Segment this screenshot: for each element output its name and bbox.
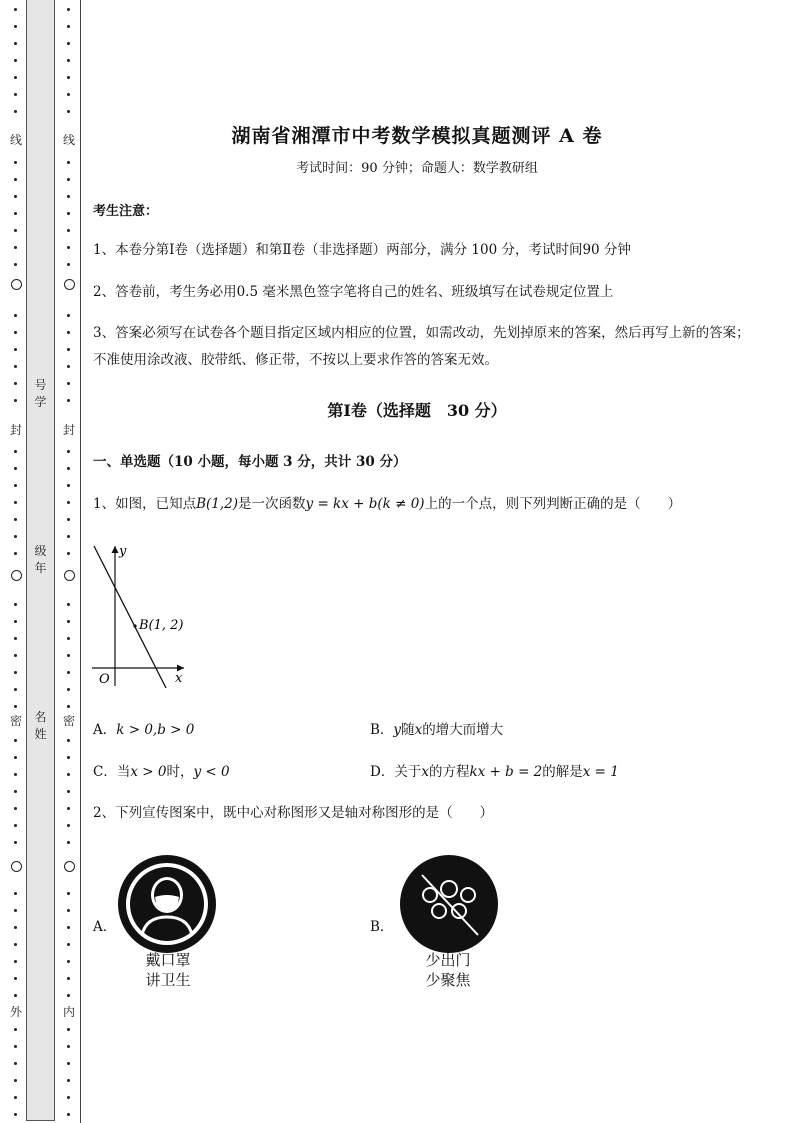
- binding-dot: [14, 756, 17, 759]
- q2-option-b-letter[interactable]: B．: [370, 919, 394, 935]
- binding-dot: [14, 654, 17, 657]
- binding-dot: [14, 552, 17, 555]
- binding-dot: [14, 25, 17, 28]
- inner-bind-char-feng: 封: [62, 423, 75, 437]
- outer-bind-char-wai: 外: [9, 1005, 22, 1019]
- binding-dot: [14, 518, 17, 521]
- binding-dot: [67, 161, 70, 164]
- binding-dot: [67, 1079, 70, 1082]
- band-label-grade-text: 级 年: [34, 544, 47, 575]
- binding-dot: [67, 671, 70, 674]
- binding-dot: [14, 535, 17, 538]
- outer-ring-3: [11, 861, 22, 872]
- binding-dot: [14, 841, 17, 844]
- binding-dot: [67, 1096, 70, 1099]
- inner-dot-column: [63, 0, 75, 1123]
- binding-dot: [67, 59, 70, 62]
- binding-dot: [67, 1045, 70, 1048]
- binding-dot: [67, 195, 70, 198]
- binding-dot: [67, 892, 70, 895]
- outer-bind-char-xian: 线: [9, 133, 22, 147]
- q1-option-b-letter: B．: [370, 722, 394, 738]
- binding-dot: [67, 790, 70, 793]
- binding-dot: [14, 977, 17, 980]
- outer-bind-char-feng: 封: [9, 423, 22, 437]
- q1-option-d-var: x: [421, 764, 429, 780]
- binding-dot: [14, 76, 17, 79]
- q1-option-d-mid: 的方程: [428, 764, 470, 780]
- binding-dot: [67, 688, 70, 691]
- note-item-3: 3、答案必须写在试卷各个题目指定区域内相应的位置，如需改动，先划掉原来的答案，然后再写上新的答案；不准使用涂改液、胶带纸、修正带，不按以上要求作答的答案无效。: [93, 325, 750, 368]
- binding-dot: [14, 314, 17, 317]
- q1-point: B(1,2): [196, 496, 239, 512]
- binding-dot: [14, 620, 17, 623]
- q1-option-a-text: k > 0,b > 0: [116, 722, 195, 738]
- note-item-2: 2、答卷前，考生务必用0.5 毫米黑色签字笔将自己的姓名、班级填写在试卷规定位置上: [93, 284, 614, 300]
- q1-option-c-letter: C．: [93, 764, 117, 780]
- page-title: 湖南省湘潭市中考数学模拟真题测评 A 卷: [231, 125, 603, 147]
- band-label-name: [26, 709, 55, 743]
- q1-function: y = kx + b(k ≠ 0): [305, 496, 425, 512]
- outer-bind-char-mi: 密: [9, 714, 22, 728]
- binding-dot: [67, 654, 70, 657]
- binding-dot: [67, 552, 70, 555]
- q1-option-d-letter: D．: [370, 764, 395, 780]
- binding-dot: [14, 807, 17, 810]
- binding-dot: [14, 246, 17, 249]
- binding-dot: [14, 8, 17, 11]
- q1-x-label: x: [175, 671, 183, 686]
- q1-option-c-pre: 当: [116, 764, 131, 780]
- binding-dot: [67, 994, 70, 997]
- binding-dot: [67, 348, 70, 351]
- binding-dot: [14, 501, 17, 504]
- binding-dot: [67, 8, 70, 11]
- binding-dot: [14, 994, 17, 997]
- binding-dot: [14, 739, 17, 742]
- binding-dot: [14, 688, 17, 691]
- binding-dot: [67, 637, 70, 640]
- q1-option-b[interactable]: [370, 718, 503, 738]
- binding-dot: [67, 399, 70, 402]
- q1-y-label: y: [119, 544, 127, 559]
- binding-dot: [14, 263, 17, 266]
- binding-dot: [14, 824, 17, 827]
- binding-dot: [14, 399, 17, 402]
- binding-dot: [14, 467, 17, 470]
- binding-dot: [14, 603, 17, 606]
- q1-option-a-letter: A．: [93, 722, 117, 738]
- binding-dot: [14, 195, 17, 198]
- q1-mid: 是一次函数: [238, 496, 306, 512]
- binding-dot: [14, 450, 17, 453]
- binding-dot: [67, 467, 70, 470]
- q1-option-d[interactable]: [370, 760, 619, 780]
- q2-option-a-caption-line2: 讲卫生: [145, 971, 191, 989]
- binding-dot: [67, 484, 70, 487]
- binding-dot: [14, 1096, 17, 1099]
- binding-dot: [67, 620, 70, 623]
- binding-dot: [14, 960, 17, 963]
- q1-function-line: [94, 546, 166, 688]
- q1-prefix: 1、如图，已知点: [93, 496, 197, 512]
- binding-dot: [67, 926, 70, 929]
- binding-dot: [14, 161, 17, 164]
- q1-option-c[interactable]: [93, 760, 230, 780]
- binding-dot: [67, 229, 70, 232]
- q1-suffix: 上的一个点，则下列判断正确的是（ ）: [424, 496, 682, 512]
- binding-dot: [14, 1062, 17, 1065]
- band-label-student-no: [26, 377, 55, 411]
- q1-option-d-eq: kx + b = 2: [469, 764, 543, 780]
- binding-dot: [67, 756, 70, 759]
- binding-dot: [67, 450, 70, 453]
- binding-dot: [67, 501, 70, 504]
- binding-dot: [67, 1028, 70, 1031]
- binding-dot: [14, 110, 17, 113]
- binding-dot: [67, 518, 70, 521]
- inner-ring-3: [64, 861, 75, 872]
- binding-dot: [67, 110, 70, 113]
- q2-option-b-caption-line2: 少聚焦: [425, 971, 471, 989]
- binding-dot: [67, 824, 70, 827]
- binding-dot: [14, 348, 17, 351]
- binding-dot: [67, 773, 70, 776]
- no-gathering-icon: [400, 855, 498, 953]
- q1-option-b-var: y: [393, 722, 402, 738]
- q2-option-b-caption: [398, 950, 498, 990]
- notes-heading: 考生注意：: [93, 204, 159, 219]
- note-item-1: 1、本卷分第Ⅰ卷（选择题）和第Ⅱ卷（非选择题）两部分，满分 100 分，考试时间90 分钟: [93, 242, 631, 258]
- outer-ring-2: [11, 570, 22, 581]
- exam-subtitle: 考试时间：90 分钟；命题人：数学教研组: [296, 161, 538, 176]
- binding-dot: [14, 637, 17, 640]
- band-label-name-text: 名 姓: [34, 710, 47, 741]
- band-label-student-no-text: 号 学: [34, 378, 47, 409]
- inner-bind-char-xian: 线: [62, 133, 75, 147]
- binding-dot: [14, 926, 17, 929]
- binding-dot: [67, 535, 70, 538]
- binding-dot: [67, 246, 70, 249]
- outer-dot-column: [10, 0, 22, 1123]
- inner-bind-char-mi: 密: [62, 714, 75, 728]
- binding-dot: [67, 739, 70, 742]
- q1-point-b: [133, 624, 136, 627]
- binding-dot: [14, 773, 17, 776]
- binding-dot: [67, 331, 70, 334]
- q1-option-c-mid: 时，: [166, 764, 194, 780]
- binding-dot: [67, 365, 70, 368]
- q1-origin-label: O: [99, 672, 110, 687]
- q1-option-c-cond: x > 0: [130, 764, 167, 780]
- binding-dot: [14, 892, 17, 895]
- binding-dot: [14, 178, 17, 181]
- binding-dot: [67, 25, 70, 28]
- binding-dot: [67, 314, 70, 317]
- binding-dot: [67, 807, 70, 810]
- binding-dot: [67, 263, 70, 266]
- binding-dot: [14, 331, 17, 334]
- inner-bind-char-nei: 内: [62, 1005, 75, 1019]
- q1-option-d-sol: x = 1: [582, 764, 619, 780]
- question-1: [93, 492, 681, 512]
- inner-ring-1: [64, 279, 75, 290]
- q1-option-b-var2: x: [414, 722, 423, 738]
- q1-point-label: B(1, 2): [139, 618, 184, 633]
- binding-dot: [14, 59, 17, 62]
- binding-dot: [14, 42, 17, 45]
- binding-dot: [67, 603, 70, 606]
- section-title: 第Ⅰ卷（选择题 30 分）: [327, 401, 507, 420]
- binding-dot: [67, 943, 70, 946]
- binding-rule: [80, 0, 81, 1123]
- q1-option-a[interactable]: [93, 718, 194, 738]
- binding-dot: [14, 93, 17, 96]
- binding-dot: [67, 977, 70, 980]
- binding-dot: [14, 382, 17, 385]
- binding-dot: [67, 42, 70, 45]
- binding-dot: [67, 960, 70, 963]
- binding-dot: [67, 1062, 70, 1065]
- binding-dot: [14, 1045, 17, 1048]
- binding-dot: [14, 1079, 17, 1082]
- band-label-grade: [26, 543, 55, 577]
- binding-dot: [67, 382, 70, 385]
- binding-dot: [14, 229, 17, 232]
- q2-option-a-caption-line1: 戴口罩: [145, 951, 191, 969]
- binding-dot: [14, 365, 17, 368]
- outer-ring-1: [11, 279, 22, 290]
- q2-option-a-letter[interactable]: A．: [93, 919, 117, 935]
- binding-dot: [14, 943, 17, 946]
- mask-person-icon: [118, 855, 216, 953]
- q1-option-b-mid: 随: [401, 722, 415, 738]
- binding-dot: [14, 909, 17, 912]
- binding-dot: [67, 705, 70, 708]
- binding-dot: [14, 1028, 17, 1031]
- inner-ring-2: [64, 570, 75, 581]
- q2-option-a-caption: [118, 950, 218, 990]
- question-2: 2、下列宣传图案中，既中心对称图形又是轴对称图形的是（ ）: [93, 805, 494, 821]
- binding-dot: [67, 76, 70, 79]
- binding-dot: [67, 212, 70, 215]
- q1-option-c-res: y < 0: [193, 764, 230, 780]
- binding-dot: [14, 1113, 17, 1116]
- section-heading: 一、单选题（10 小题，每小题 3 分，共计 30 分）: [93, 454, 407, 470]
- q1-graph: [88, 540, 198, 690]
- binding-dot: [67, 841, 70, 844]
- q1-option-d-mid2: 的解是: [542, 764, 583, 780]
- binding-dot: [14, 484, 17, 487]
- binding-dot: [67, 93, 70, 96]
- binding-dot: [14, 212, 17, 215]
- binding-dot: [14, 671, 17, 674]
- binding-dot: [67, 1113, 70, 1116]
- binding-dot: [67, 178, 70, 181]
- q2-option-b-caption-line1: 少出门: [425, 951, 471, 969]
- q1-option-d-pre: 关于: [394, 764, 422, 780]
- q1-option-b-text: 的增大而增大: [422, 722, 504, 738]
- binding-dot: [14, 790, 17, 793]
- binding-dot: [14, 705, 17, 708]
- binding-dot: [67, 909, 70, 912]
